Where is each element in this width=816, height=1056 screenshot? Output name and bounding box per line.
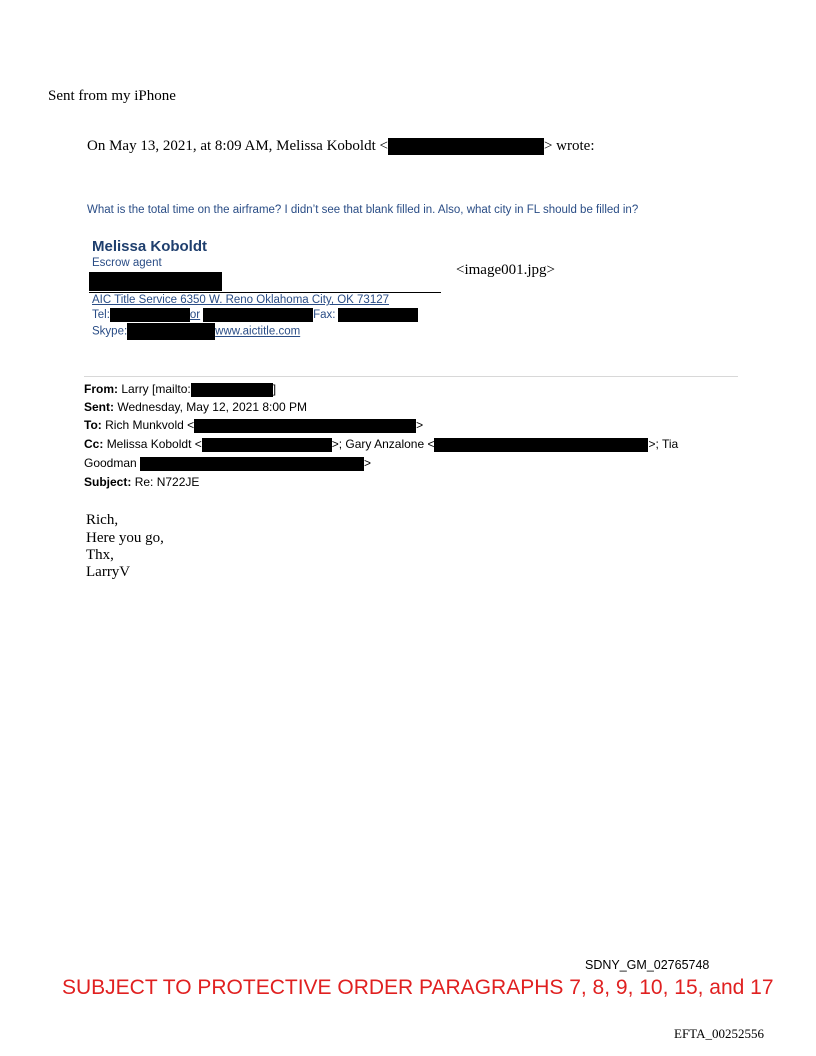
to-close: > [416,418,424,432]
signature-divider [89,292,441,293]
fax-label: Fax: [313,309,336,322]
redaction-block [89,272,222,291]
efta-number: EFTA_00252556 [674,1026,764,1041]
redaction-block [140,457,364,471]
redaction-block [202,438,332,452]
from-close: ] [272,382,277,396]
body-line: LarryV [86,564,131,580]
header-sent [84,400,307,414]
header-subject [84,475,199,489]
signature-skype-line [92,323,300,340]
cc-value-2: >; Gary Anzalone < [331,437,435,451]
company-address-link[interactable]: AIC Title Service 6350 W. Reno Oklahoma City, OK 73127 [92,294,390,306]
redaction-block [194,419,416,433]
tel-label: Tel: [92,309,110,322]
to-value: Rich Munkvold < [105,418,195,432]
cc-value-3: >; Tia [648,437,679,451]
redaction-block [388,138,544,155]
quote-intro [87,138,594,155]
header-from [84,382,276,397]
signature-phone-line [92,308,418,322]
company-address[interactable] [92,294,389,306]
question-text: What is the total time on the airframe? I didn’t see that blank filled in. Also, what city in FL should be filled in? [87,204,639,216]
sent-value: Wednesday, May 12, 2021 8:00 PM [117,400,308,414]
image-placeholder: <image001.jpg> [456,262,555,278]
body-line: Here you go, [86,530,164,546]
body-line: Thx, [86,547,114,563]
header-cc [84,437,678,452]
cc-label: Cc: [84,437,104,451]
header-cc-cont [84,456,371,471]
protective-order-notice: SUBJECT TO PROTECTIVE ORDER PARAGRAPHS 7, 8, 9, 10, 15, and 17 [62,976,774,999]
redaction-block [203,308,313,322]
subject-value: Re: N722JE [134,475,200,489]
quote-intro-prefix: On May 13, 2021, at 8:09 AM, Melissa Koboldt < [87,138,388,154]
body-line: Rich, [86,512,119,528]
skype-label: Skype: [92,325,128,338]
subject-label: Subject: [84,475,132,489]
header-separator [84,376,738,377]
from-value: Larry [mailto: [121,382,191,396]
bates-number: SDNY_GM_02765748 [585,958,710,972]
quote-intro-suffix: > wrote: [543,138,595,154]
redaction-block [191,383,273,397]
cc-close: > [364,456,372,470]
from-label: From: [84,382,118,396]
redaction-block [110,308,190,322]
sent-label: Sent: [84,400,114,414]
website-link[interactable]: www.aictitle.com [215,325,301,338]
redaction-block [89,272,222,291]
signature-name: Melissa Koboldt [92,238,208,255]
signature-title: Escrow agent [92,257,162,269]
redaction-block [338,308,418,322]
cc-value-4: Goodman [84,456,137,470]
to-label: To: [84,418,102,432]
redaction-block [127,323,215,340]
cc-value-1: Melissa Koboldt < [106,437,202,451]
or-label: or [189,309,201,322]
header-to [84,418,423,433]
redaction-block [434,438,648,452]
sent-from-line: Sent from my iPhone [48,88,176,104]
